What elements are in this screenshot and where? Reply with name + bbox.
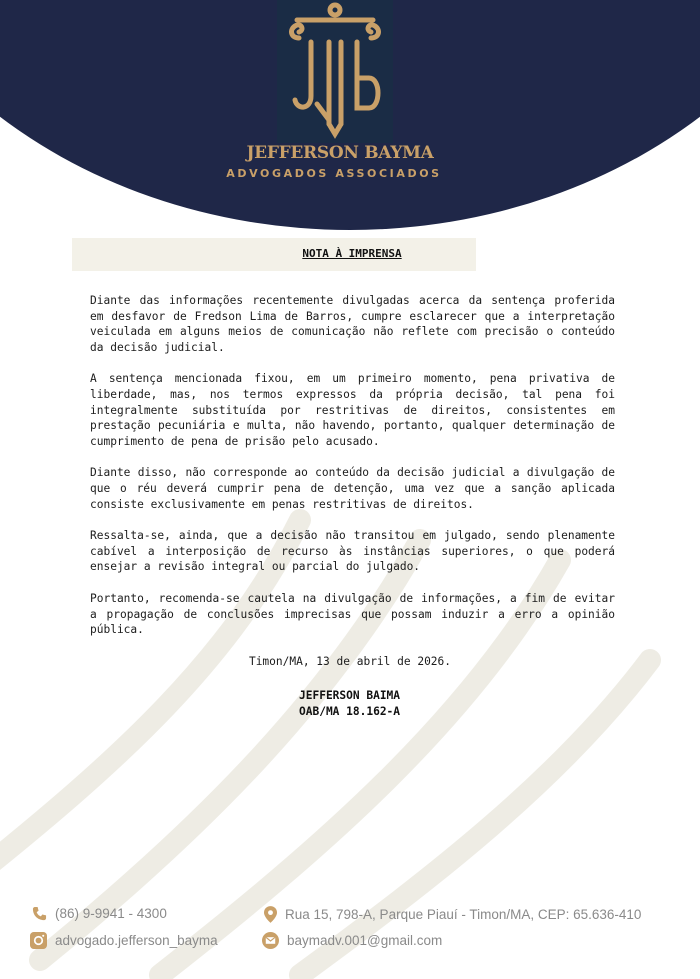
paragraph: Ressalta-se, ainda, que a decisão não transitou em julgado, sendo plenamente cabível a interposição de recurso às instâncias superiores, o que poderá ensejar a revisão integral ou parcial do julgado. (90, 529, 615, 574)
signature-block (299, 688, 400, 720)
email-icon (262, 932, 279, 949)
address-text: Rua 15, 798-A, Parque Piauí - Timon/MA, CEP: 65.636-410 (285, 907, 642, 922)
location-pin-icon (264, 906, 277, 923)
signature-name: JEFFERSON BAIMA (299, 689, 401, 702)
firm-subtitle: ADVOGADOS ASSOCIADOS (226, 167, 442, 180)
column-monogram-icon (277, 0, 393, 143)
document-title: NOTA À IMPRENSA (302, 247, 402, 260)
phone-icon (32, 906, 47, 921)
footer-instagram[interactable] (30, 932, 218, 949)
paragraph: Diante das informações recentemente divulgadas acerca da sentença proferida em desfavor de Fredson Lima de Barros, cumpre esclarecer que a interpretação veiculada em alguns meios de comunicação não reflete com precisão o conteúdo da decisão judicial. (90, 294, 615, 354)
press-note-body (90, 293, 615, 654)
paragraph: Diante disso, não corresponde ao conteúdo da decisão judicial a divulgação de que o réu deverá cumprir pena de detenção, uma vez que a sanção aplicada consiste exclusivamente em penas restritivas de direitos. (90, 466, 615, 511)
footer-email[interactable] (262, 932, 442, 949)
footer-phone[interactable] (32, 906, 167, 921)
paragraph: Portanto, recomenda-se cautela na divulgação de informações, a fim de evitar a propagação de conclusões imprecisas que possam induzir a erro a opinião pública. (90, 591, 615, 637)
signature-oab: OAB/MA 18.162-A (299, 705, 401, 718)
footer-address[interactable] (264, 906, 641, 923)
email-text: baymadv.001@gmail.com (287, 933, 443, 948)
paragraph: A sentença mencionada fixou, em um primeiro momento, pena privativa de liberdade, mas, nos termos expressos da própria decisão, tal pena foi integralmente substituída por restritivas de direitos, consistentes em prestação pecuniária e multa, não havendo, portanto, qualquer determinação de cumprimento de pena de prisão pelo acusado. (90, 372, 615, 448)
firm-name: JEFFERSON BAYMA (246, 143, 434, 163)
place-and-date: Timon/MA, 13 de abril de 2026. (248, 655, 452, 668)
instagram-text: advogado.jefferson_bayma (55, 933, 218, 948)
firm-logo (277, 0, 393, 143)
instagram-icon (30, 932, 47, 949)
phone-text: (86) 9-9941 - 4300 (55, 906, 167, 921)
